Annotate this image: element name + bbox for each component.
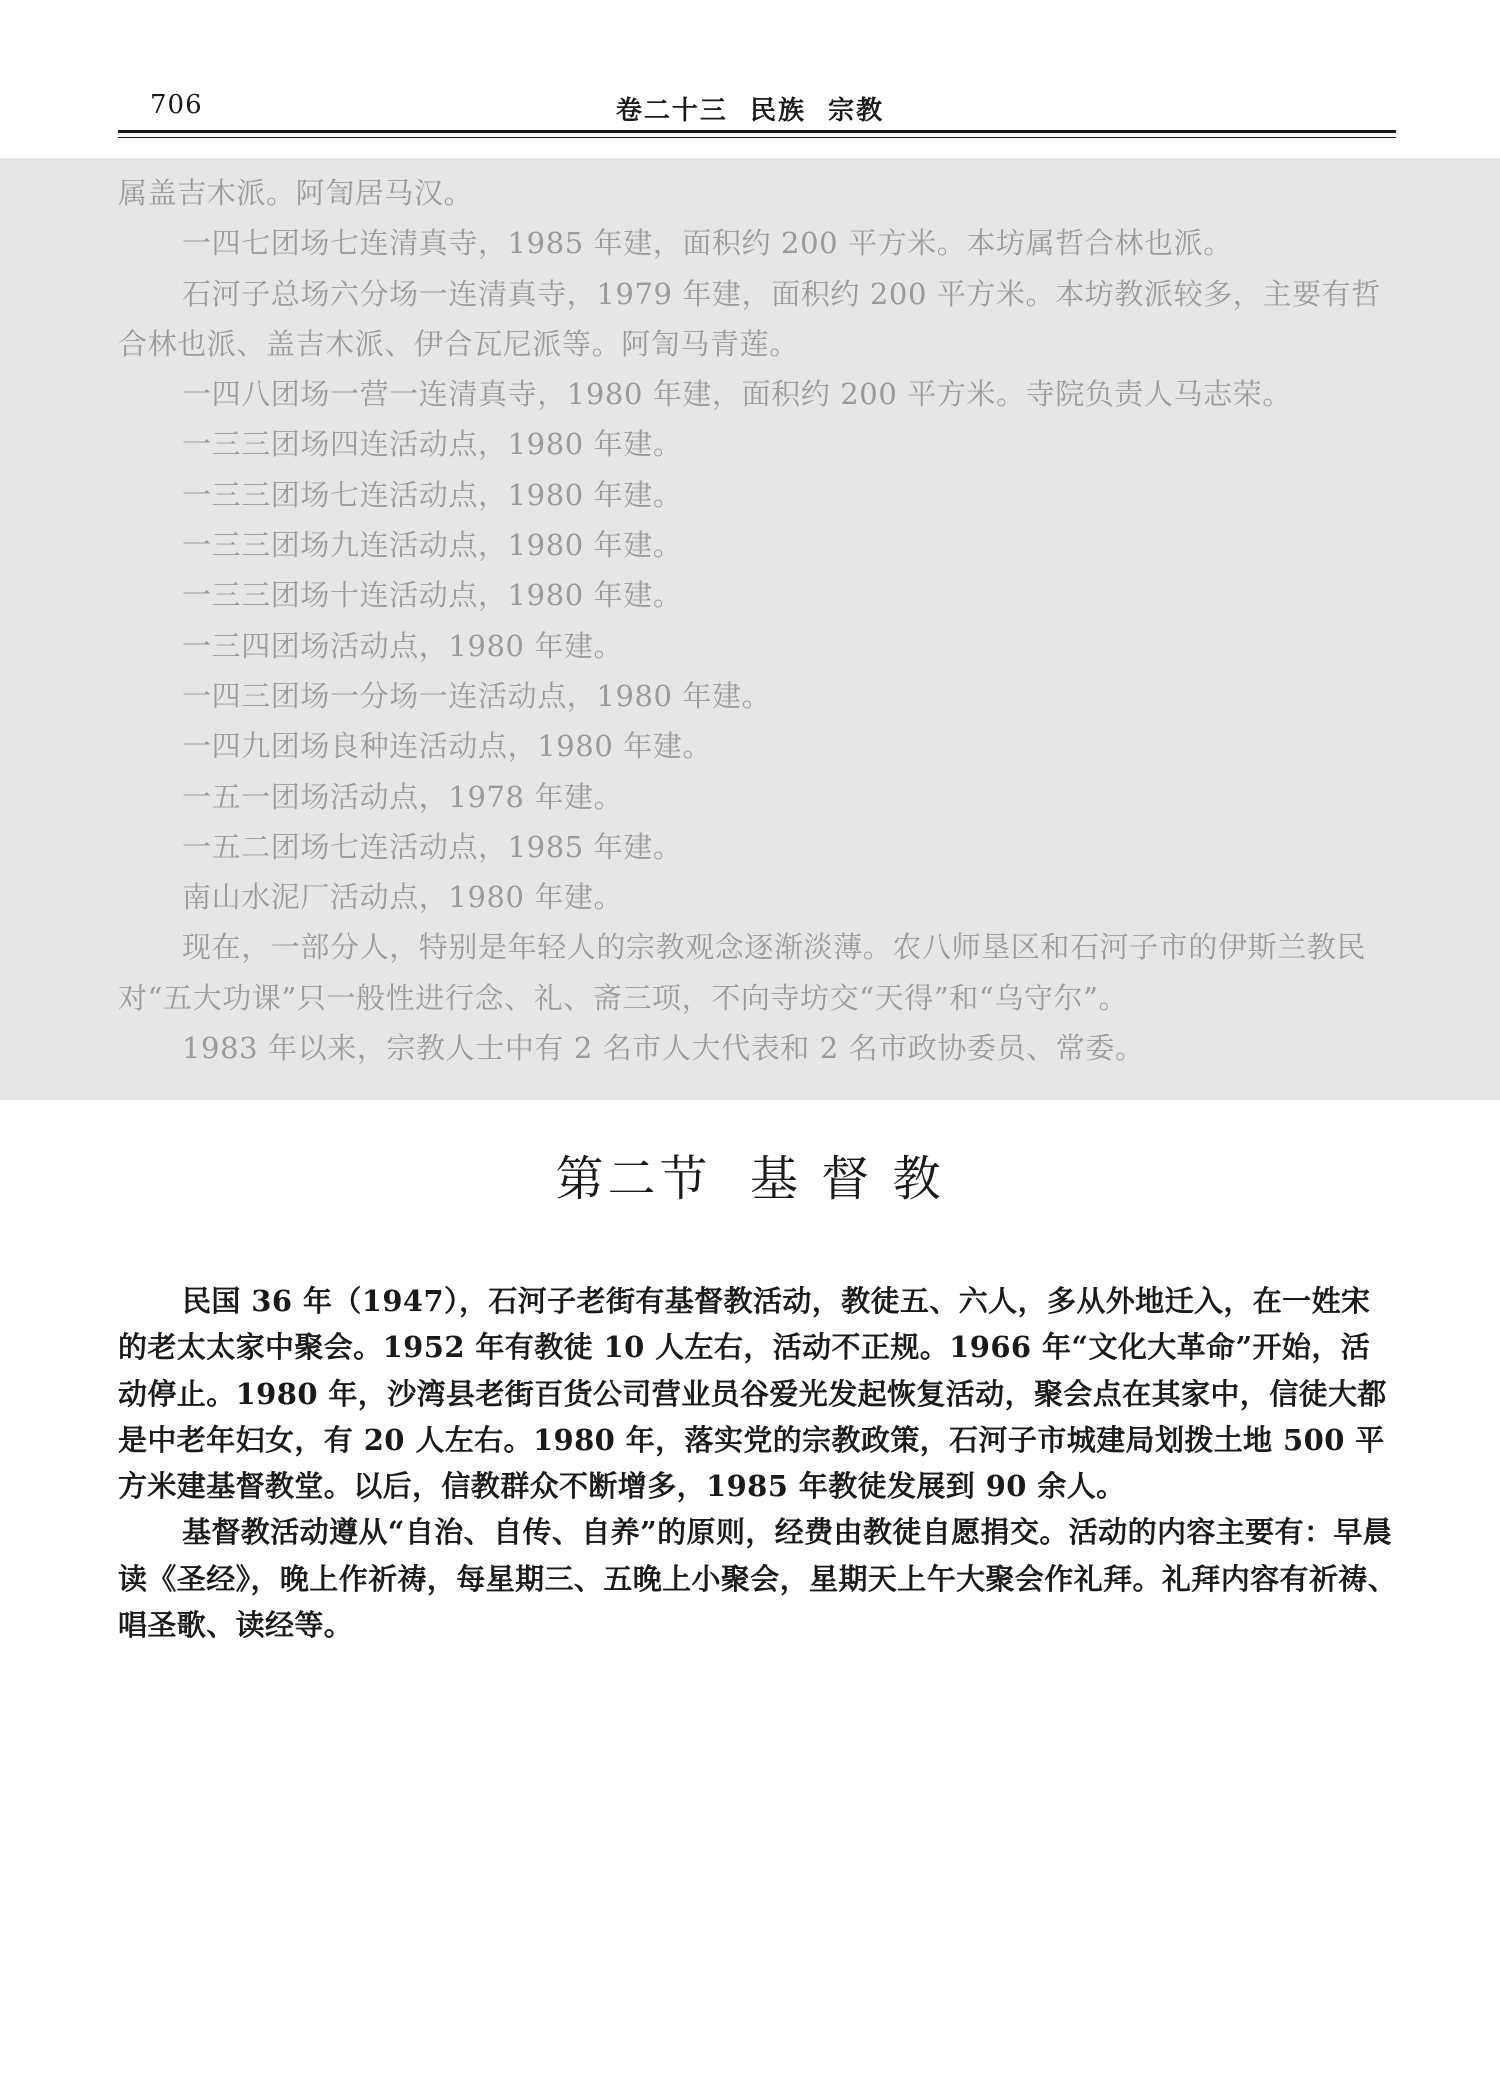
page-number: 706 [150,90,203,120]
header-rule-thick [118,130,1396,133]
faded-paragraph: 1983 年以来，宗教人士中有 2 名市人大代表和 2 名市政协委员、常委。 [182,1031,1145,1066]
faded-paragraph: 属盖吉木派。阿訇居马汉。 [118,176,474,210]
faded-text-section [118,168,1398,1073]
faded-paragraph: 一四三团场一分场一连活动点，1980 年建。 [182,678,772,713]
body-paragraph: 民国 36 年（1947），石河子老街有基督教活动，教徒五、六人，多从外地迁入，在一姓宋的老太太家中聚会。1952 年有教徒 10 人左右，活动不正规。1966 年“文化大革命”开始，活动停止。1980 年，沙湾县老街百货公司营业员谷爱光发起恢复活动，聚会点在其家中，信徒大都是中老年妇女，有 20 人左右。1980 年，落实党的宗教政策，石河子市城建局划拨土地 500 平方米建基督教堂。以后，信教群众不断增多，1985 年教徒发展到 90 余人。 [118,1284,1387,1504]
body-paragraph: 基督教活动遵从“自治、自传、自养”的原则，经费由教徒自愿捐交。活动的内容主要有：早晨读《圣经》，晚上作祈祷，每星期三、五晚上小聚会，星期天上午大聚会作礼拜。礼拜内容有祈祷、唱圣歌、读经等。 [118,1515,1398,1643]
faded-paragraph: 一三三团场九连活动点，1980 年建。 [182,528,683,563]
running-title: 卷二十三 民族 宗教 [615,96,885,126]
faded-paragraph: 一三三团场十连活动点，1980 年建。 [182,578,683,613]
section-heading: 第二节 基 督 教 [555,1151,945,1207]
faded-paragraph: 一五二团场七连活动点，1985 年建。 [182,829,683,864]
faded-paragraph: 现在，一部分人，特别是年轻人的宗教观念逐渐淡薄。农八师垦区和石河子市的伊斯兰教民对“五大功课”只一般性进行念、礼、斋三项，不向寺坊交“天得”和“乌守尔”。 [118,930,1367,1015]
faded-paragraph: 南山水泥厂活动点，1980 年建。 [182,880,624,915]
faded-paragraph: 一三三团场七连活动点，1980 年建。 [182,477,683,512]
faded-paragraph: 一四七团场七连清真寺，1985 年建，面积约 200 平方米。本坊属哲合林也派。 [182,226,1233,261]
faded-paragraph: 一三四团场活动点，1980 年建。 [182,628,624,663]
faded-paragraph: 一四九团场良种连活动点，1980 年建。 [182,729,713,764]
header-rule-thin [118,137,1396,138]
faded-paragraph: 一三三团场四连活动点，1980 年建。 [182,427,683,462]
faded-paragraph: 一五一团场活动点，1978 年建。 [182,779,624,814]
section-body [118,1278,1398,1648]
faded-paragraph: 石河子总场六分场一连清真寺，1979 年建，面积约 200 平方米。本坊教派较多，主要有哲合林也派、盖吉木派、伊合瓦尼派等。阿訇马青莲。 [118,276,1381,361]
faded-paragraph: 一四八团场一营一连清真寺，1980 年建，面积约 200 平方米。寺院负责人马志荣。 [182,377,1293,412]
